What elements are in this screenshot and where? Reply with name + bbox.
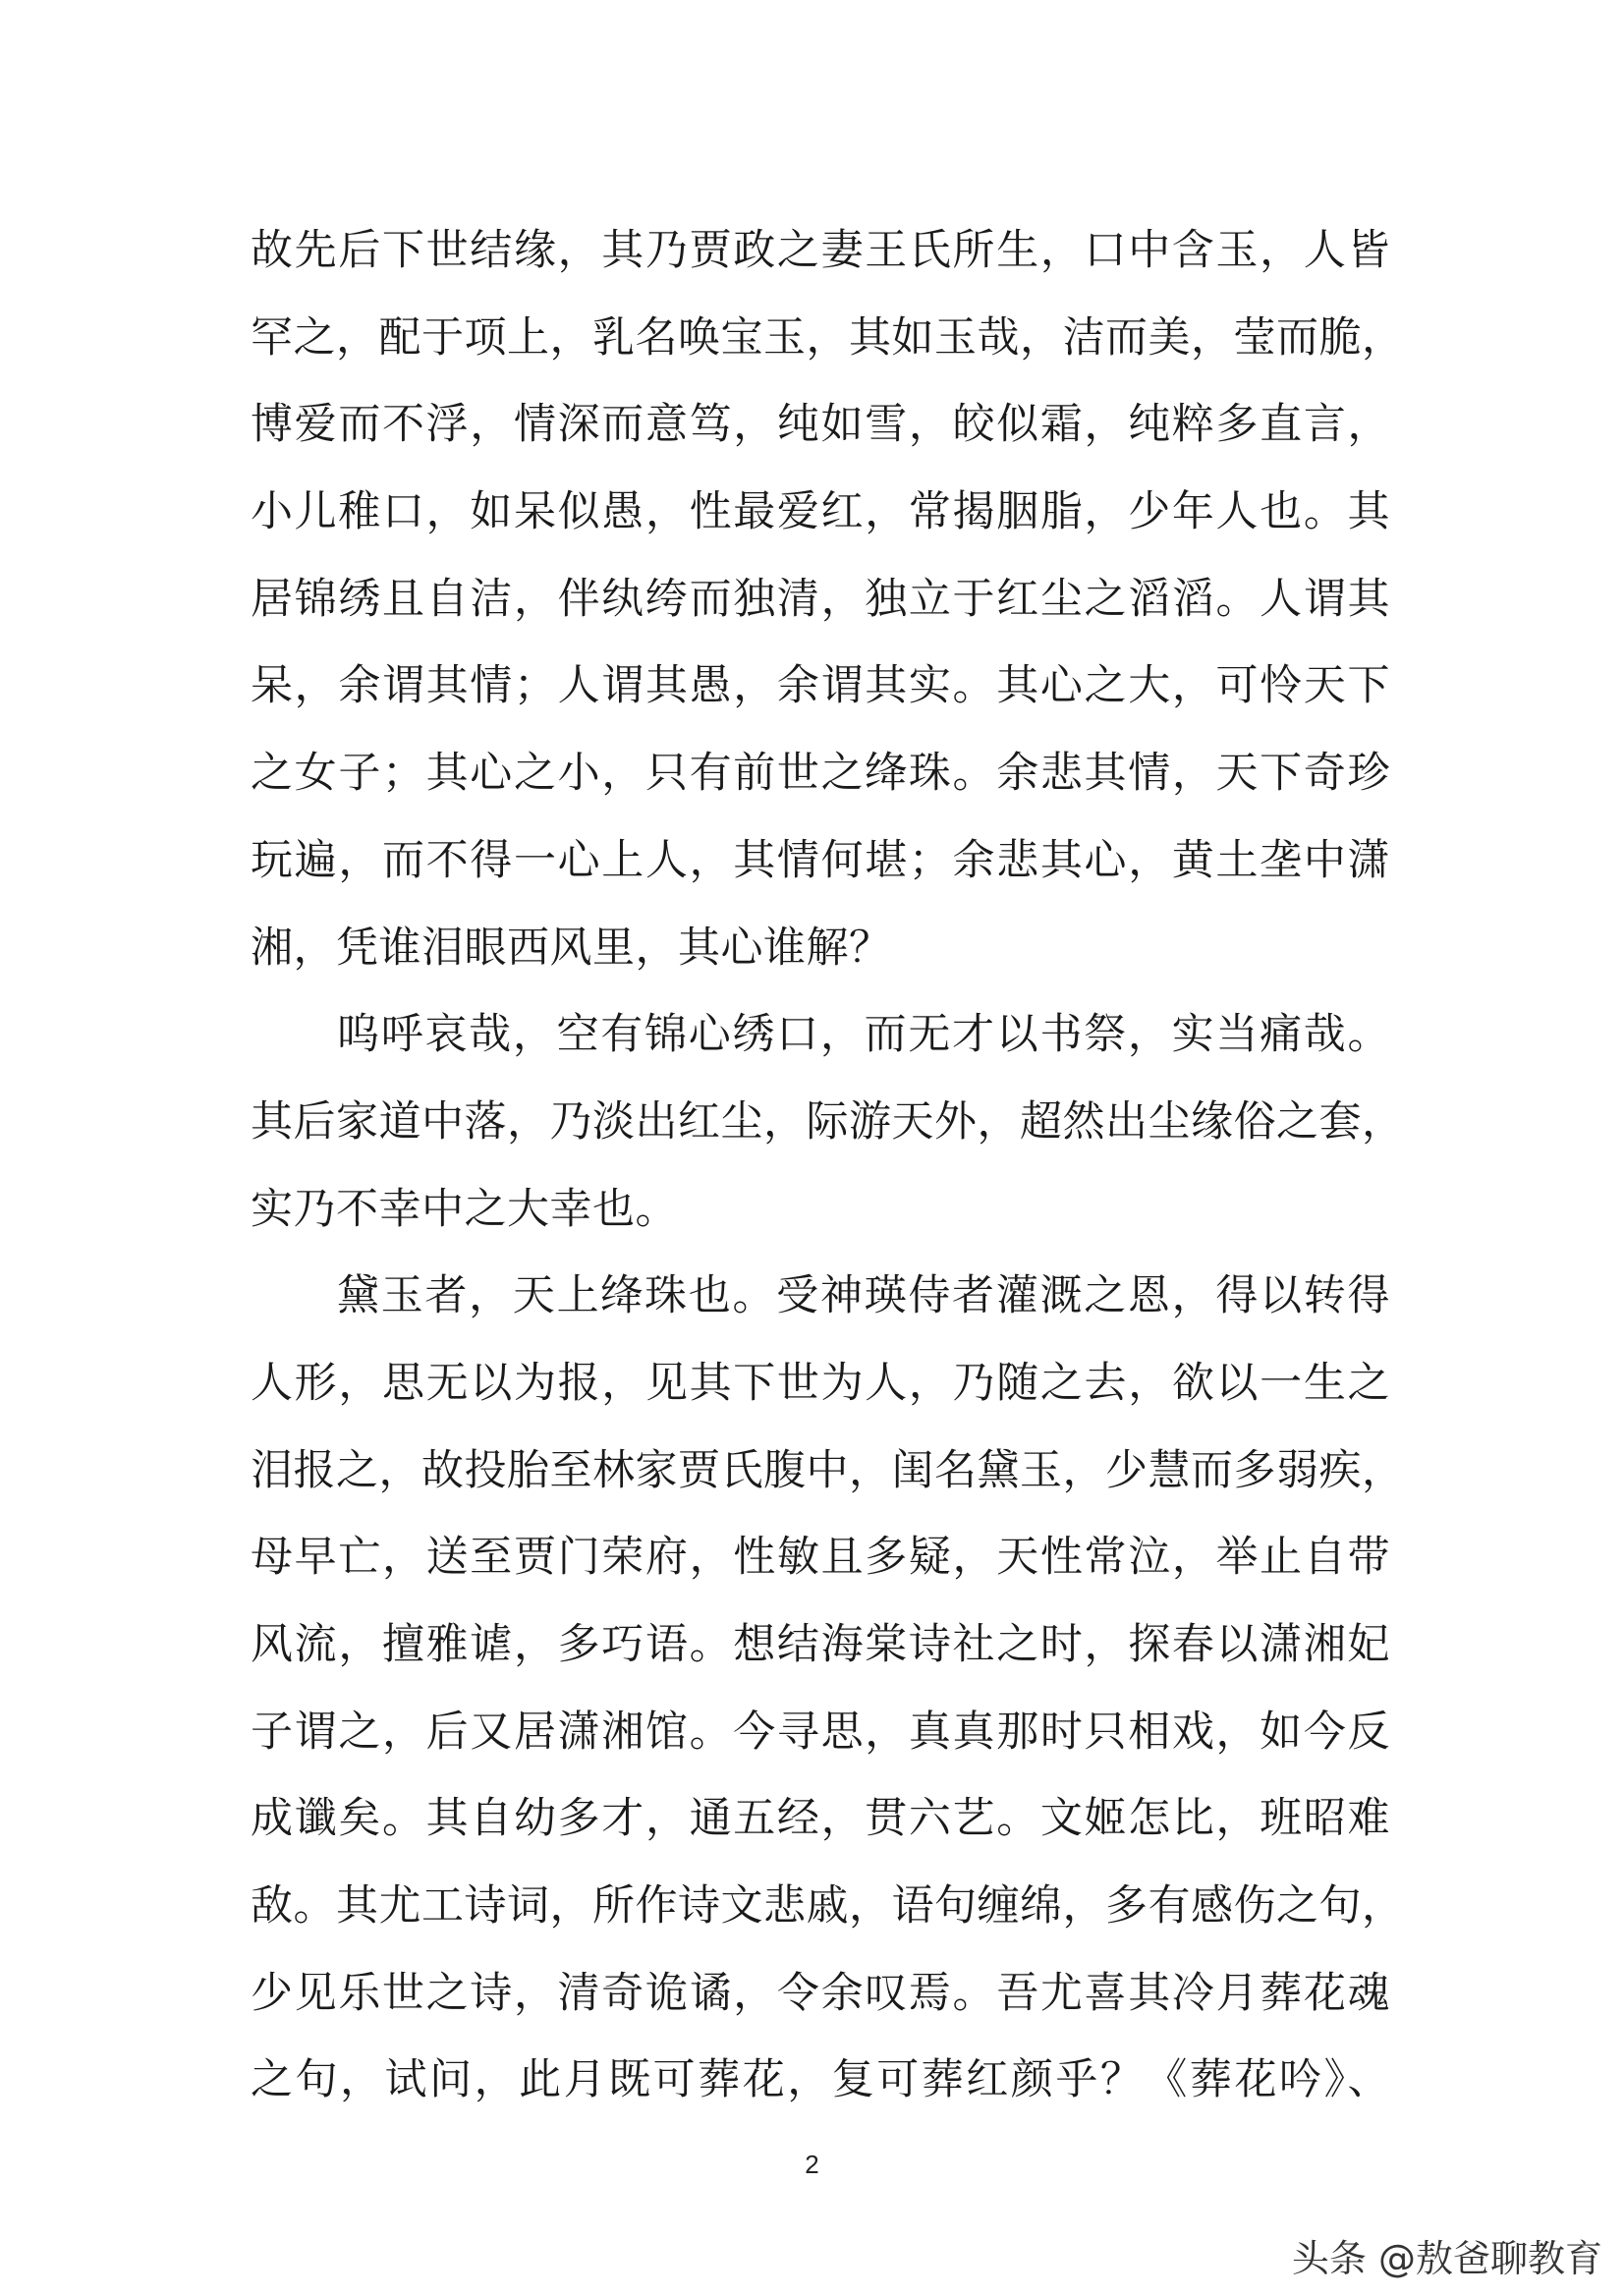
text-line: 子谓之，后又居潇湘馆。今寻思，真真那时只相戏，如今反 bbox=[251, 1707, 1390, 1757]
text-line: 呆，余谓其情；人谓其愚，余谓其实。其心之大，可怜天下 bbox=[251, 661, 1390, 711]
text-line: 玩遍，而不得一心上人，其情何堪；余悲其心，黄土垄中潇 bbox=[251, 835, 1390, 885]
text-line: 故先后下世结缘，其乃贾政之妻王氏所生，口中含玉，人皆 bbox=[251, 226, 1390, 275]
text-line: 风流，擅雅谑，多巧语。想结海棠诗社之时，探春以潇湘妃 bbox=[251, 1620, 1390, 1669]
text-line: 之女子；其心之小，只有前世之绛珠。余悲其情，天下奇珍 bbox=[251, 749, 1390, 799]
paragraph-start-line: 黛玉者，天上绛珠也。受神瑛侍者灌溉之恩，得以转得 bbox=[337, 1271, 1390, 1321]
text-line: 小儿稚口，如呆似愚，性最爱红，常揭胭脂，少年人也。其 bbox=[251, 487, 1390, 537]
text-line: 博爱而不浮，情深而意笃，纯如雪，皎似霜，纯粹多直言， bbox=[251, 400, 1390, 450]
text-line: 罕之，配于项上，乳名唤宝玉，其如玉哉，洁而美，莹而脆， bbox=[251, 312, 1405, 363]
paragraph-start-line: 呜呼哀哉，空有锦心绣口，而无才以书祭，实当痛哉。 bbox=[337, 1010, 1390, 1060]
text-line: 湘，凭谁泪眼西风里，其心谁解？ bbox=[251, 923, 892, 973]
text-line: 泪报之，故投胎至林家贾氏腹中，闺名黛玉，少慧而多弱疾， bbox=[251, 1445, 1405, 1495]
document-body bbox=[251, 218, 1405, 2135]
text-line: 母早亡，送至贾门荣府，性敏且多疑，天性常泣，举止自带 bbox=[251, 1533, 1390, 1583]
text-line: 人形，思无以为报，见其下世为人，乃随之去，欲以一生之 bbox=[251, 1358, 1390, 1408]
text-line: 敌。其尤工诗词，所作诗文悲戚，语句缠绵，多有感伤之句， bbox=[251, 1881, 1405, 1932]
text-line: 之句，试问，此月既可葬花，复可葬红颜乎？《葬花吟》、 bbox=[251, 2055, 1390, 2105]
text-line: 少见乐世之诗，清奇诡谲，令余叹焉。吾尤喜其冷月葬花魂 bbox=[251, 1968, 1390, 2018]
watermark: 头条 @敖爸聊教育 bbox=[1291, 2237, 1602, 2280]
text-line: 其后家道中落，乃淡出红尘，际游天外，超然出尘缘俗之套， bbox=[251, 1096, 1405, 1147]
text-line: 实乃不幸中之大幸也。 bbox=[251, 1184, 678, 1234]
text-line: 居锦绣且自洁，伴纨绔而独清，独立于红尘之滔滔。人谓其 bbox=[251, 574, 1390, 624]
text-line: 成谶矣。其自幼多才，通五经，贯六艺。文姬怎比，班昭难 bbox=[251, 1794, 1390, 1844]
page-number: 2 bbox=[805, 2150, 819, 2179]
